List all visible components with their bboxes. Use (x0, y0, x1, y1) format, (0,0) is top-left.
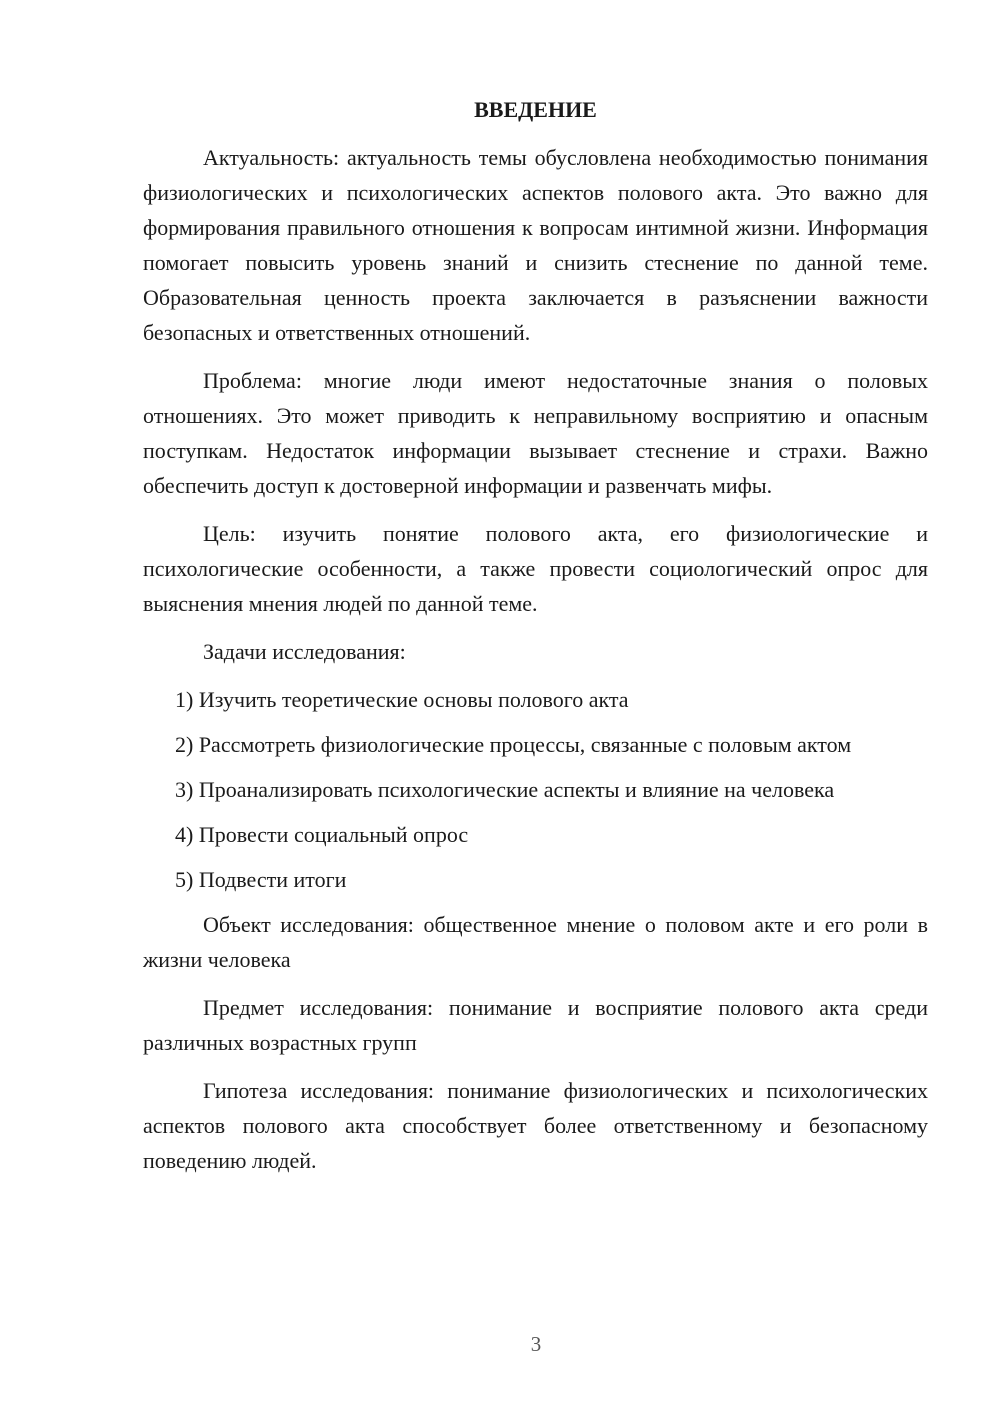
page-number: 3 (530, 1332, 542, 1356)
document-page (143, 92, 928, 1191)
subject-paragraph: Предмет исследования: понимание и восприятие полового акта среди различных возрастных групп (143, 995, 928, 1055)
problem-paragraph: Проблема: многие люди имеют недостаточные знания о половых отношениях. Это может приводить к неправильному восприятию и опасным поступкам. Недостаток информации вызывает стеснение и страхи. Важно обеспечить доступ к достоверной информации и развенчать мифы. (143, 368, 928, 498)
task-item: 5) Подвести итоги (175, 867, 347, 892)
task-item: 1) Изучить теоретические основы полового акта (175, 687, 629, 712)
tasks-heading: Задачи исследования: (203, 639, 406, 664)
goal-paragraph: Цель: изучить понятие полового акта, его физиологические и психологические особенности, а также провести социологический опрос для выяснения мнения людей по данной теме. (143, 521, 928, 616)
relevance-paragraph: Актуальность: актуальность темы обусловлена необходимостью понимания физиологических и психологических аспектов полового акта. Это важно для формирования правильного отношения к вопросам интимной жизни. Информация помогает повысить уровень знаний и снизить стеснение по данной теме. Образовательная ценность проекта заключается в разъяснении важности безопасных и ответственных отношений. (143, 145, 928, 345)
object-paragraph: Объект исследования: общественное мнение о половом акте и его роли в жизни человека (143, 912, 928, 972)
task-item: 3) Проанализировать психологические аспекты и влияние на человека (175, 777, 835, 802)
page-title: ВВЕДЕНИЕ (474, 97, 597, 122)
tasks-list (143, 682, 928, 897)
task-item: 4) Провести социальный опрос (175, 822, 469, 847)
hypothesis-paragraph: Гипотеза исследования: понимание физиологических и психологических аспектов полового акта способствует более ответственному и безопасному поведению людей. (143, 1078, 928, 1173)
task-item: 2) Рассмотреть физиологические процессы, связанные с половым актом (175, 732, 852, 757)
